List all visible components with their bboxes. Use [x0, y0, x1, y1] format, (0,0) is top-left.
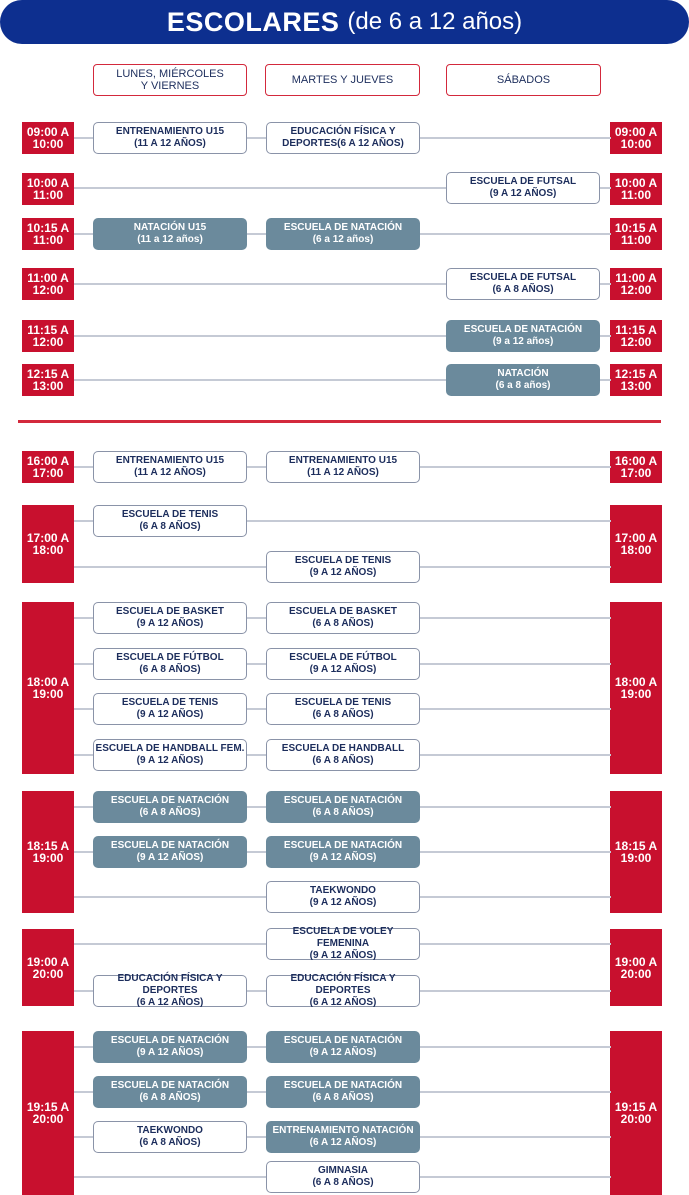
- class-box-entrenamiento-u15: ENTRENAMIENTO U15 (11 A 12 AÑOS): [93, 451, 247, 483]
- time-slot-left: 19:00 A 20:00: [22, 929, 74, 1006]
- time-slot-left: 19:15 A 20:00: [22, 1031, 74, 1195]
- time-slot-right: 11:15 A 12:00: [610, 320, 662, 352]
- time-slot-left: 09:00 A 10:00: [22, 122, 74, 154]
- page-header: [0, 0, 689, 44]
- time-slot-left: 10:15 A 11:00: [22, 218, 74, 250]
- column-header-sab: SÁBADOS: [446, 64, 601, 96]
- class-box-escuela-de-natacion: ESCUELA DE NATACIÓN (6 a 12 años): [266, 218, 420, 250]
- class-box-educacion-fisica-y: EDUCACIÓN FÍSICA Y DEPORTES(6 A 12 AÑOS): [266, 122, 420, 154]
- class-box-escuela-de-natacion: ESCUELA DE NATACIÓN (6 A 8 AÑOS): [93, 1076, 247, 1108]
- time-slot-right: 09:00 A 10:00: [610, 122, 662, 154]
- class-box-escuela-de-tenis: ESCUELA DE TENIS (9 A 12 AÑOS): [93, 693, 247, 725]
- class-box-escuela-de-voley-femenina: ESCUELA DE VOLEY FEMENINA (9 A 12 AÑOS): [266, 928, 420, 960]
- class-box-escuela-de-natacion: ESCUELA DE NATACIÓN (6 A 8 AÑOS): [266, 1076, 420, 1108]
- time-slot-right: 17:00 A 18:00: [610, 505, 662, 583]
- class-box-escuela-de-tenis: ESCUELA DE TENIS (9 A 12 AÑOS): [266, 551, 420, 583]
- class-box-escuela-de-basket: ESCUELA DE BASKET (6 A 8 AÑOS): [266, 602, 420, 634]
- time-slot-right: 11:00 A 12:00: [610, 268, 662, 300]
- time-slot-left: 18:00 A 19:00: [22, 602, 74, 774]
- class-box-taekwondo: TAEKWONDO (6 A 8 AÑOS): [93, 1121, 247, 1153]
- time-slot-right: 10:15 A 11:00: [610, 218, 662, 250]
- time-slot-right: 12:15 A 13:00: [610, 364, 662, 396]
- column-header-mj: MARTES Y JUEVES: [265, 64, 420, 96]
- time-slot-left: 17:00 A 18:00: [22, 505, 74, 583]
- time-slot-left: 11:00 A 12:00: [22, 268, 74, 300]
- class-box-escuela-de-natacion: ESCUELA DE NATACIÓN (9 a 12 años): [446, 320, 600, 352]
- class-box-escuela-de-tenis: ESCUELA DE TENIS (6 A 8 AÑOS): [266, 693, 420, 725]
- class-box-escuela-de-tenis: ESCUELA DE TENIS (6 A 8 AÑOS): [93, 505, 247, 537]
- class-box-escuela-de-natacion: ESCUELA DE NATACIÓN (9 A 12 AÑOS): [266, 836, 420, 868]
- class-box-gimnasia: GIMNASIA (6 A 8 AÑOS): [266, 1161, 420, 1193]
- class-box-escuela-de-basket: ESCUELA DE BASKET (9 A 12 AÑOS): [93, 602, 247, 634]
- time-slot-right: 18:15 A 19:00: [610, 791, 662, 913]
- class-box-escuela-de-natacion: ESCUELA DE NATACIÓN (9 A 12 AÑOS): [93, 836, 247, 868]
- class-box-escuela-de-natacion: ESCUELA DE NATACIÓN (9 A 12 AÑOS): [93, 1031, 247, 1063]
- class-box-escuela-de-natacion: ESCUELA DE NATACIÓN (6 A 8 AÑOS): [266, 791, 420, 823]
- class-box-escuela-de-futsal: ESCUELA DE FUTSAL (9 A 12 AÑOS): [446, 172, 600, 204]
- class-box-escuela-de-natacion: ESCUELA DE NATACIÓN (9 A 12 AÑOS): [266, 1031, 420, 1063]
- class-box-escuela-de-handball-fem: ESCUELA DE HANDBALL FEM. (9 A 12 AÑOS): [93, 739, 247, 771]
- class-box-escuela-de-futbol: ESCUELA DE FÚTBOL (6 A 8 AÑOS): [93, 648, 247, 680]
- class-box-entrenamiento-natacion: ENTRENAMIENTO NATACIÓN (6 A 12 AÑOS): [266, 1121, 420, 1153]
- class-box-natacion-u15: NATACIÓN U15 (11 a 12 años): [93, 218, 247, 250]
- class-box-escuela-de-natacion: ESCUELA DE NATACIÓN (6 A 8 AÑOS): [93, 791, 247, 823]
- class-box-taekwondo: TAEKWONDO (9 A 12 AÑOS): [266, 881, 420, 913]
- class-box-natacion: NATACIÓN (6 a 8 años): [446, 364, 600, 396]
- section-divider: [18, 420, 661, 423]
- time-slot-left: 11:15 A 12:00: [22, 320, 74, 352]
- time-slot-right: 10:00 A 11:00: [610, 173, 662, 205]
- time-slot-left: 18:15 A 19:00: [22, 791, 74, 913]
- class-box-escuela-de-futsal: ESCUELA DE FUTSAL (6 A 8 AÑOS): [446, 268, 600, 300]
- time-slot-left: 16:00 A 17:00: [22, 451, 74, 483]
- time-slot-left: 10:00 A 11:00: [22, 173, 74, 205]
- class-box-entrenamiento-u15: ENTRENAMIENTO U15 (11 A 12 AÑOS): [266, 451, 420, 483]
- page-subtitle: (de 6 a 12 años): [347, 8, 523, 35]
- time-slot-right: 16:00 A 17:00: [610, 451, 662, 483]
- class-box-educacion-fisica-y-deportes: EDUCACIÓN FÍSICA Y DEPORTES (6 A 12 AÑOS): [266, 975, 420, 1007]
- class-box-entrenamiento-u15: ENTRENAMIENTO U15 (11 A 12 AÑOS): [93, 122, 247, 154]
- time-slot-right: 19:15 A 20:00: [610, 1031, 662, 1195]
- class-box-escuela-de-handball: ESCUELA DE HANDBALL (6 A 8 AÑOS): [266, 739, 420, 771]
- column-header-lmv: LUNES, MIÉRCOLES Y VIERNES: [93, 64, 247, 96]
- time-slot-right: 19:00 A 20:00: [610, 929, 662, 1006]
- time-slot-right: 18:00 A 19:00: [610, 602, 662, 774]
- time-slot-left: 12:15 A 13:00: [22, 364, 74, 396]
- class-box-escuela-de-futbol: ESCUELA DE FÚTBOL (9 A 12 AÑOS): [266, 648, 420, 680]
- class-box-educacion-fisica-y-deportes: EDUCACIÓN FÍSICA Y DEPORTES (6 A 12 AÑOS): [93, 975, 247, 1007]
- page-title: ESCOLARES: [166, 6, 340, 37]
